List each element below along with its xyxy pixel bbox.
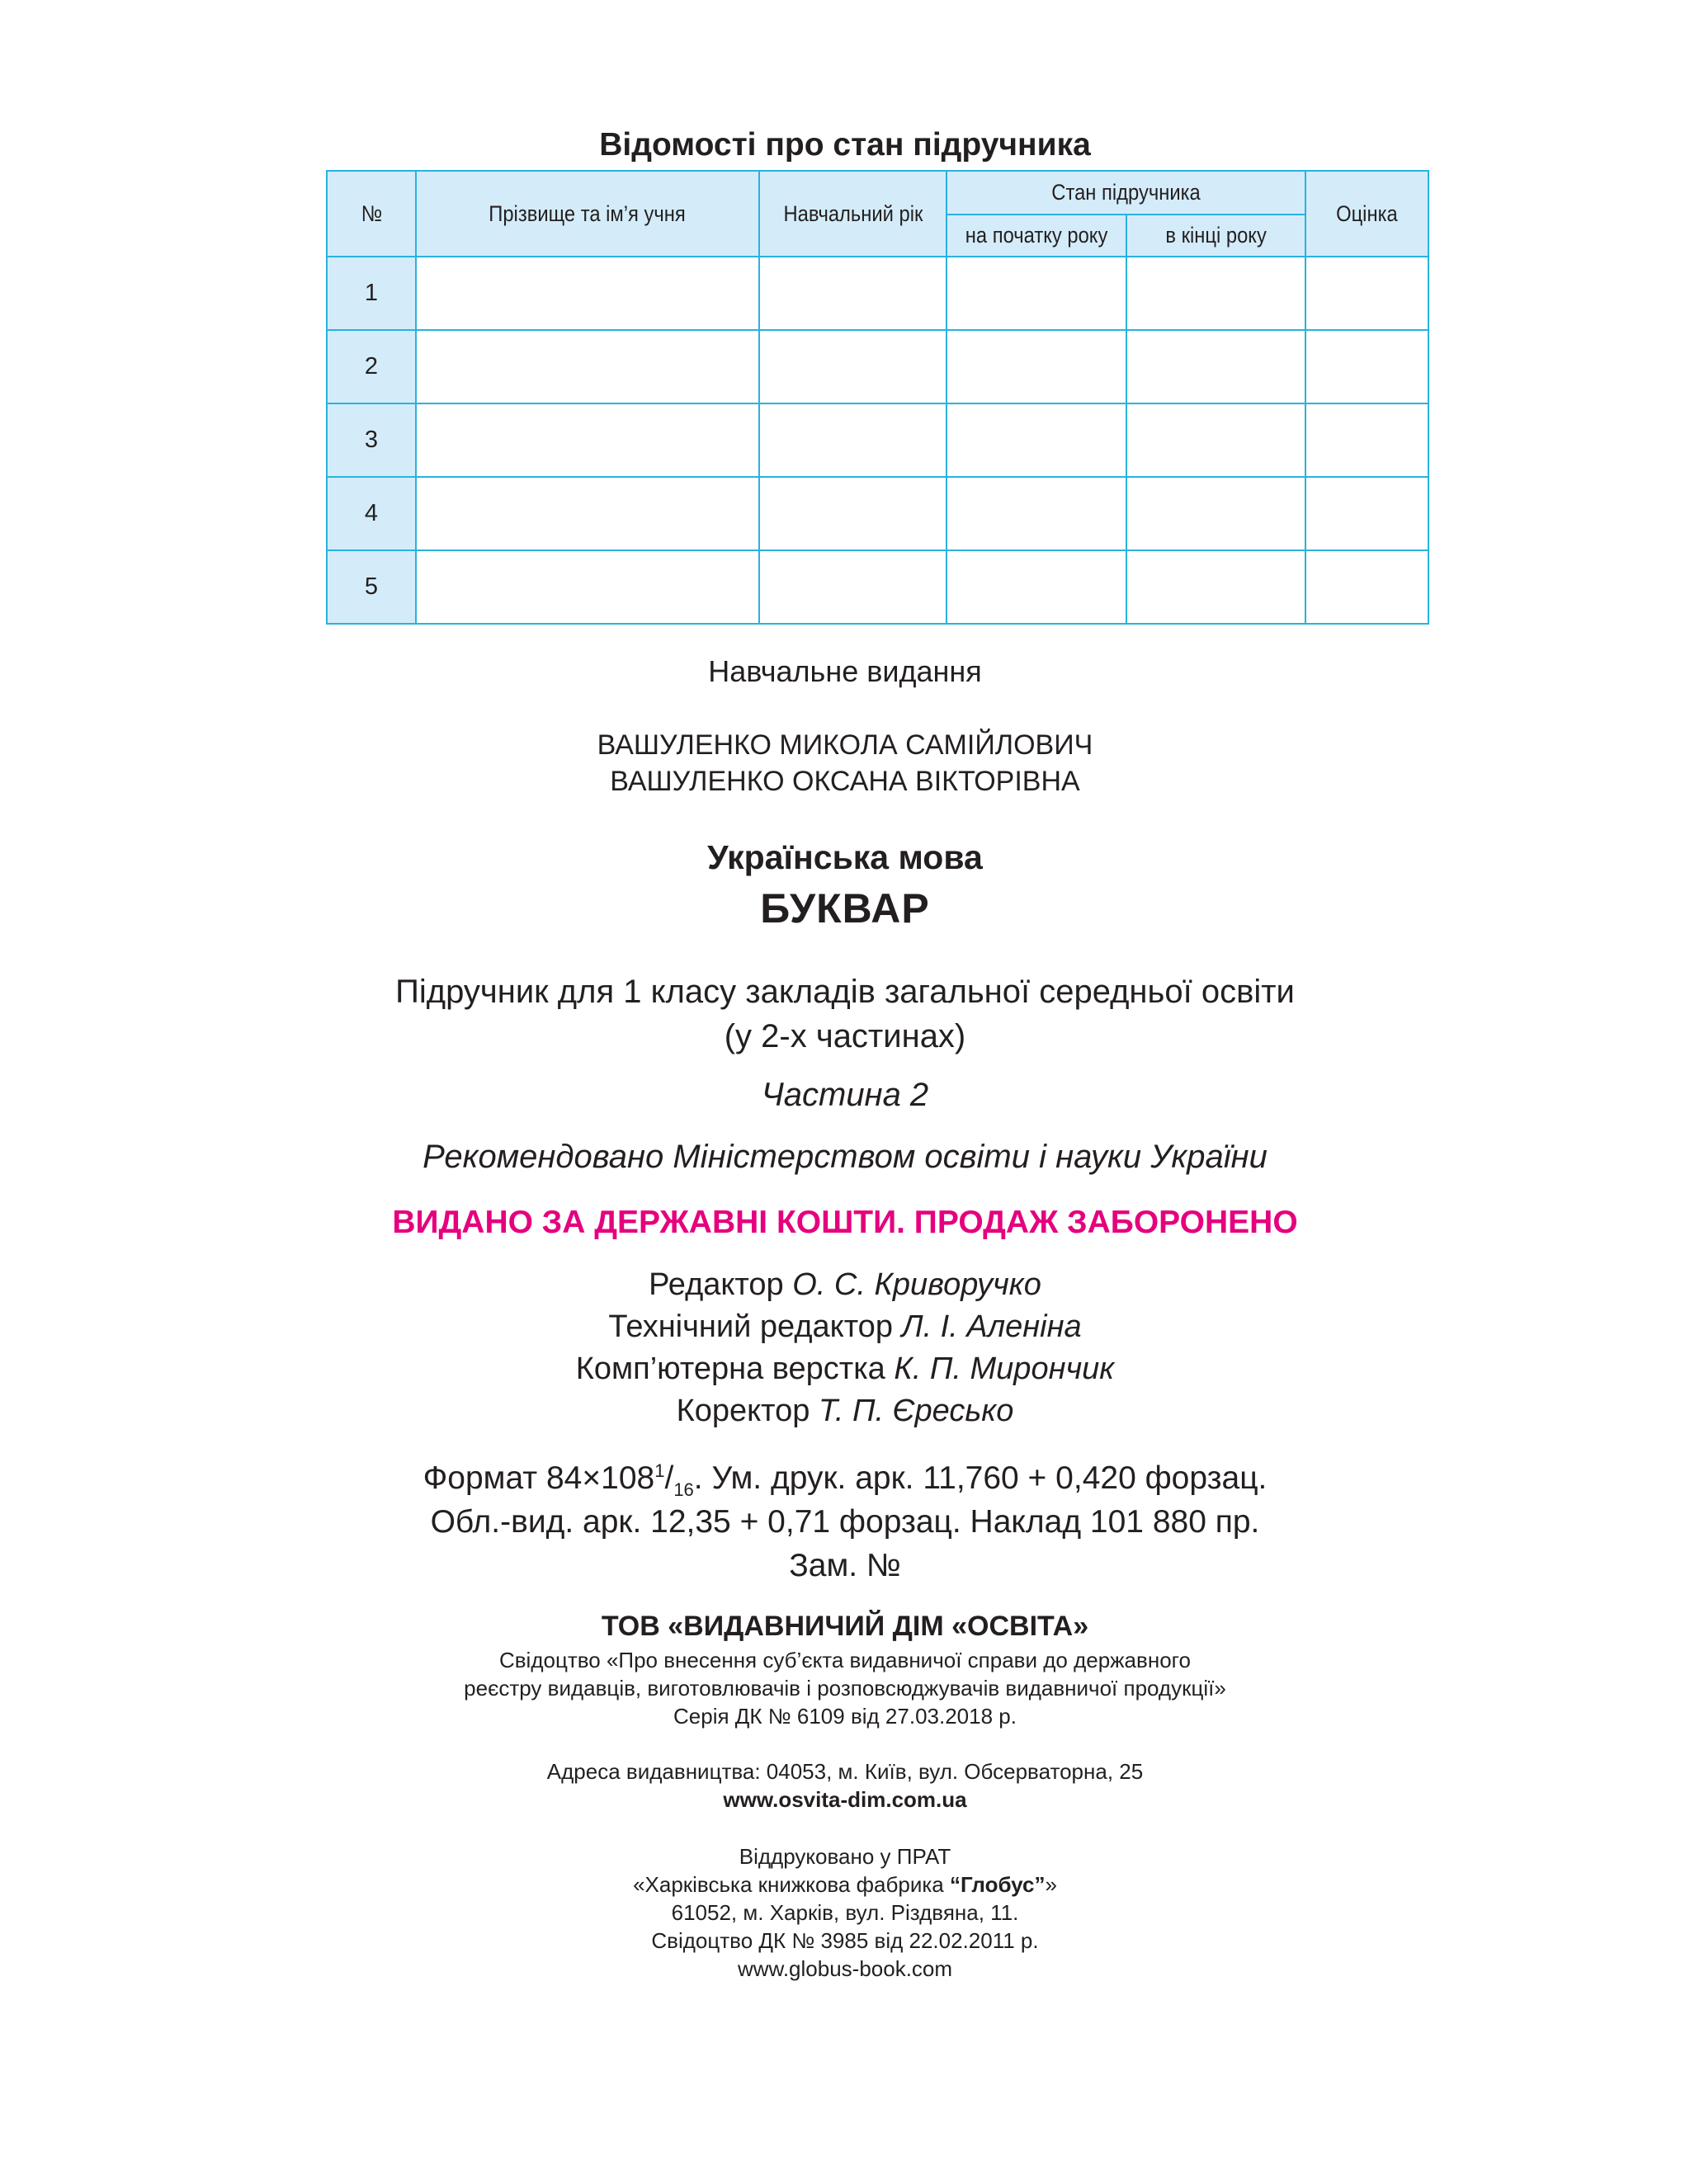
publisher-website: www.osvita-dim.com.ua <box>723 1787 967 1812</box>
table-row <box>327 477 1428 550</box>
grade-cell <box>1305 330 1428 403</box>
grade-cell <box>1305 550 1428 624</box>
student-name-cell <box>416 257 759 330</box>
staff-credits <box>0 1264 1690 1432</box>
part-number: Частина 2 <box>761 1077 929 1113</box>
printer-address: 61052, м. Харків, вул. Різдвяна, 11. <box>671 1900 1019 1925</box>
header-condition-start: на початку року <box>946 215 1126 257</box>
author-2: ВАШУЛЕНКО ОКСАНА ВІКТОРІВНА <box>610 766 1080 797</box>
header-school-year: Навчальний рік <box>759 171 946 257</box>
print-run-line: Обл.-вид. арк. 12,35 + 0,71 форзац. Наклад 101 880 пр. <box>430 1504 1260 1540</box>
textbook-condition-table <box>326 170 1429 625</box>
format-line: Формат $84\times 108^1/_{16}$. Ум. друк. арк. 11,760 + 0,420 форзац. <box>422 1460 1268 1500</box>
printer-name: «Харківська книжкова фабрика “Глобус”» <box>633 1872 1057 1897</box>
subject-title: Українська мова <box>707 838 983 876</box>
condition-start-cell <box>946 257 1126 330</box>
row-number: 4 <box>327 477 416 550</box>
header-student-name: Прізвище та ім’я учня <box>416 171 759 257</box>
school-year-cell <box>759 477 946 550</box>
table-row <box>327 550 1428 624</box>
publisher-certificate-line: реєстру видавців, виготовлювачів і розповсюджувачів видавничої продукції» <box>464 1676 1226 1701</box>
printer-certificate: Свідоцтво ДК № 3985 від 22.02.2011 р. <box>651 1928 1039 1953</box>
publisher-certificate-line: Свідоцтво «Про внесення суб’єкта видавничої справи до державного <box>498 1648 1192 1672</box>
row-number: 5 <box>327 550 416 624</box>
condition-end-cell <box>1126 477 1305 550</box>
school-year-cell <box>759 550 946 624</box>
book-description: Підручник для 1 класу закладів загальної середньої освіти <box>395 974 1295 1010</box>
header-textbook-condition: Стан підручника <box>946 171 1305 215</box>
publisher-certificate-series: Серія ДК № 6109 від 27.03.2018 р. <box>673 1704 1017 1729</box>
condition-end-cell <box>1126 257 1305 330</box>
condition-start-cell <box>946 330 1126 403</box>
student-name-cell <box>416 330 759 403</box>
edition-type: Навчальне видання <box>708 654 982 688</box>
student-name-cell <box>416 477 759 550</box>
row-number: 1 <box>327 257 416 330</box>
order-number: Зам. № <box>789 1548 901 1583</box>
student-name-cell <box>416 403 759 477</box>
layout-credit: Комп’ютерна верстка К. П. Мирончик <box>575 1351 1115 1386</box>
condition-end-cell <box>1126 403 1305 477</box>
table-row <box>327 257 1428 330</box>
row-number: 3 <box>327 403 416 477</box>
table-title: Відомості про стан підручника <box>599 127 1091 163</box>
table-row <box>327 330 1428 403</box>
book-title: БУКВАР <box>760 885 930 932</box>
header-grade: Оцінка <box>1305 171 1428 257</box>
school-year-cell <box>759 330 946 403</box>
tech-editor-credit: Технічний редактор Л. І. Аленіна <box>608 1309 1082 1344</box>
table-row <box>327 403 1428 477</box>
student-name-cell <box>416 550 759 624</box>
printer-website: www.globus-book.com <box>737 1956 953 1981</box>
state-funded-notice: ВИДАНО ЗА ДЕРЖАВНІ КОШТИ. ПРОДАЖ ЗАБОРОНЕНО <box>392 1205 1298 1240</box>
grade-cell <box>1305 403 1428 477</box>
header-condition-end: в кінці року <box>1126 215 1305 257</box>
condition-start-cell <box>946 550 1126 624</box>
grade-cell <box>1305 477 1428 550</box>
ministry-recommendation: Рекомендовано Міністерством освіти і науки України <box>422 1139 1268 1175</box>
printer-line: Віддруковано у ПРАТ <box>739 1844 951 1869</box>
condition-start-cell <box>946 403 1126 477</box>
book-parts-note: (у 2-х частинах) <box>724 1018 966 1054</box>
condition-end-cell <box>1126 330 1305 403</box>
author-1: ВАШУЛЕНКО МИКОЛА САМІЙЛОВИЧ <box>597 729 1093 761</box>
school-year-cell <box>759 403 946 477</box>
publisher-name: ТОВ «ВИДАВНИЧИЙ ДІМ «ОСВІТА» <box>601 1611 1089 1642</box>
header-number: № <box>327 171 416 257</box>
condition-start-cell <box>946 477 1126 550</box>
editor-credit: Редактор О. С. Криворучко <box>649 1267 1041 1302</box>
grade-cell <box>1305 257 1428 330</box>
school-year-cell <box>759 257 946 330</box>
row-number: 2 <box>327 330 416 403</box>
proofreader-credit: Коректор Т. П. Єресько <box>676 1394 1014 1428</box>
publisher-address: Адреса видавництва: 04053, м. Київ, вул. Обсерваторна, 25 <box>546 1759 1144 1784</box>
condition-end-cell <box>1126 550 1305 624</box>
